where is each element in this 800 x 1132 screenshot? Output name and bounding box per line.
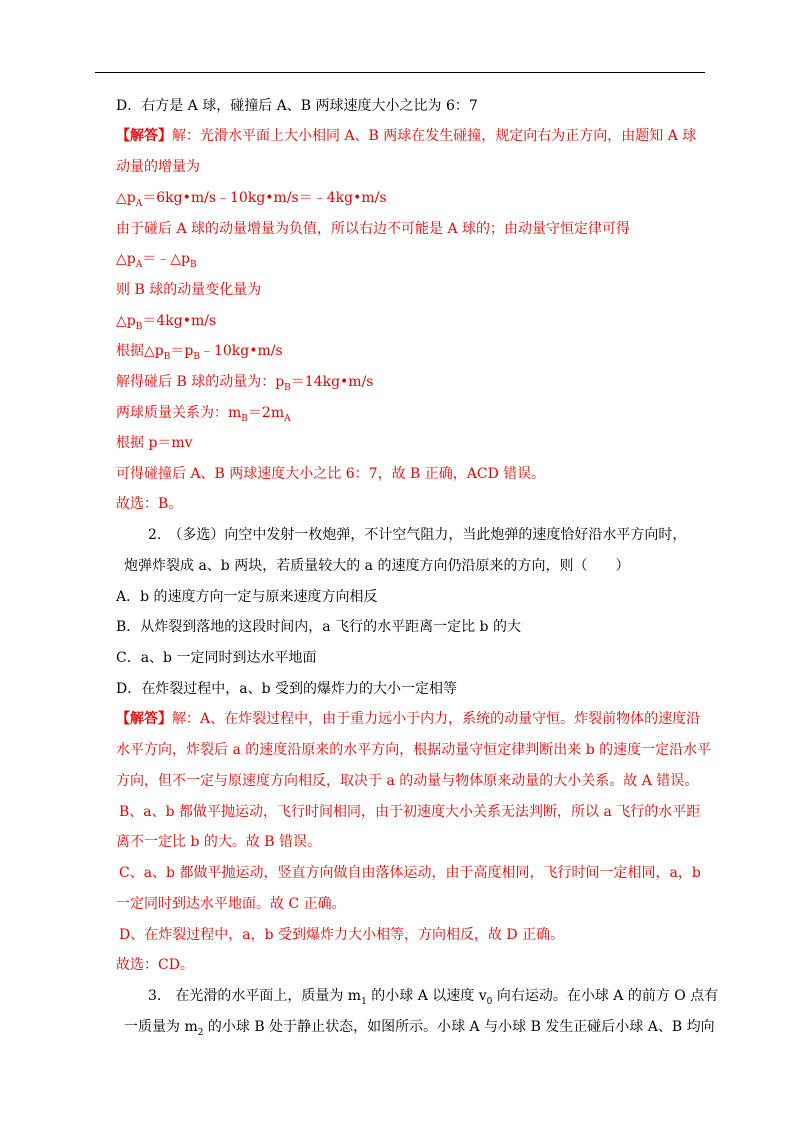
q1-answer-line2: 动量的增量为	[116, 159, 200, 175]
q2-option-d: D．在炸裂过程中，a、b 受到的爆炸力的大小一定相等	[116, 681, 457, 697]
q1-answer-line5: 可得碰撞后 A、B 两球速度大小之比 6：7，故 B 正确，ACD 错误。	[116, 466, 546, 482]
q2-answer-c-line2: 一定同时到达水平地面。故 C 正确。	[116, 896, 346, 912]
q2-answer-line2: 水平方向，炸裂后 a 的速度沿原来的水平方向，根据动量守恒定律判断出来 b 的速度一定沿水平	[116, 742, 712, 758]
q2-stem-line2: 炮弹炸裂成 a、b 两块，若质量较大的 a 的速度方向仍沿原来的方向，则（ ）	[124, 558, 630, 574]
q1-eq6: 两球质量关系为：$m_B=2m_A$	[116, 405, 291, 424]
q2-answer-b-line2: 离不一定比 b 的大。故 B 错误。	[116, 834, 322, 850]
q2-option-b: B．从炸裂到落地的这段时间内，a 飞行的水平距离一定比 b 的大	[116, 619, 521, 635]
q2-choice: 故选：CD。	[116, 957, 194, 973]
header-rule	[95, 72, 705, 73]
answer-label: 【解答】	[116, 128, 172, 144]
q1-eq5: 解得碰后 B 球的动量为：$p_B=14kg•m/s$	[116, 374, 374, 393]
q1-eq1: $\triangle p_A=6kg•m/s﹣10kg•m/s=﹣4kg•m/s$	[116, 190, 387, 209]
q1-eq2: $\triangle p_A=﹣\triangle p_B$	[116, 251, 197, 270]
q1-option-d: D．右方是 A 球，碰撞后 A、B 两球速度大小之比为 6：7	[116, 98, 478, 114]
q1-choice: 故选：B。	[116, 496, 183, 512]
q3-stem-line1: 3. 在光滑的水平面上，质量为 $m_1$ 的小球 A 以速度 $v_0$ 向右运动。在小球 A 的前方 O 点有	[148, 988, 719, 1007]
q2-answer-b-line1: B、a、b 都做平抛运动，飞行时间相同，由于初速度大小关系无法判断，所以 a 飞行的水平距	[119, 804, 701, 820]
q2-option-a: A．b 的速度方向一定与原来速度方向相反	[116, 589, 378, 605]
q2-answer-line1: 【解答】解：A、在炸裂过程中，由于重力远小于内力，系统的动量守恒。炸裂前物体的速度沿	[116, 711, 701, 727]
q2-answer-d-line1: D、在炸裂过程中，a，b 受到爆炸力大小相等，方向相反，故 D 正确。	[119, 927, 565, 943]
q1-eq7: 根据 p＝mv	[116, 435, 193, 451]
answer-label: 【解答】	[116, 711, 172, 727]
q1-answer-line4: 则 B 球的动量变化量为	[116, 282, 262, 298]
q2-answer-line3: 方向，但不一定与原速度方向相反，取决于 a 的动量与物体原来动量的大小关系。故 A 错误。	[116, 773, 699, 789]
q2-option-c: C．a、b 一定同时到达水平地面	[116, 650, 317, 666]
q2-answer-c-line1: C、a、b 都做平抛运动，竖直方向做自由落体运动，由于高度相同，飞行时间一定相同，a，b	[119, 865, 701, 881]
q3-stem-line2: 一质量为 $m_2$ 的小球 B 处于静止状态，如图所示。小球 A 与小球 B 发生正碰后小球 A、B 均向	[124, 1019, 715, 1038]
q1-answer-line3: 由于碰后 A 球的动量增量为负值，所以右边不可能是 A 球的；由动量守恒定律可得	[116, 221, 631, 237]
q1-eq4: 根据$\triangle p_B=p_B﹣10kg•m/s$	[116, 343, 283, 362]
q1-eq3: $\triangle p_B=4kg•m/s$	[116, 313, 217, 332]
q1-answer-line1: 【解答】解：光滑水平面上大小相同 A、B 两球在发生碰撞，规定向右为正方向，由题知 A 球	[116, 128, 697, 144]
q2-stem-line1: 2. （多选）向空中发射一枚炮弹，不计空气阻力，当此炮弹的速度恰好沿水平方向时，	[148, 527, 687, 543]
